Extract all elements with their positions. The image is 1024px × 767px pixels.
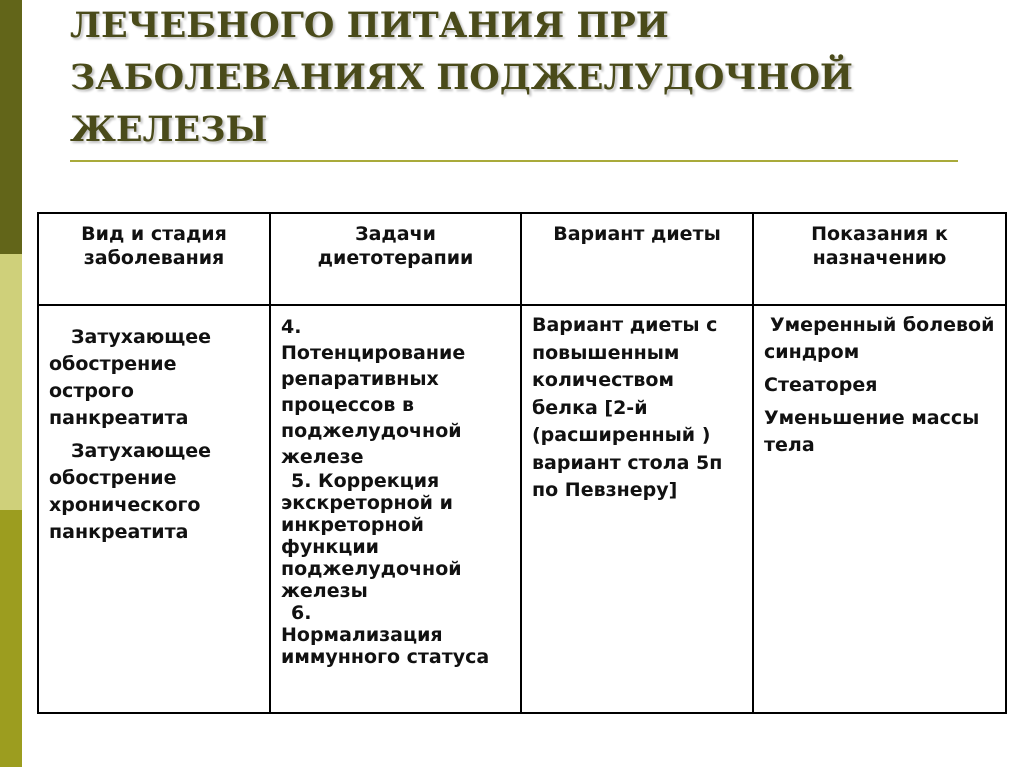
stage-item-2-rest: обострение хронического панкреатита <box>49 467 201 543</box>
cell-diet-tasks <box>270 305 521 713</box>
table-header-row <box>38 213 1006 305</box>
header-indications: Показания к назначению <box>753 213 1006 305</box>
slide-title-line-1: ЛЕЧЕБНОГО ПИТАНИЯ ПРИ <box>70 5 669 46</box>
task-5-rest: экскреторной и инкреторной функции поджелудочной железы <box>281 492 462 602</box>
side-bar-mid-segment <box>0 510 22 767</box>
slide-title-line-2: ЗАБОЛЕВАНИЯХ ПОДЖЕЛУДОЧНОЙ <box>70 57 854 98</box>
table-row <box>38 305 1006 713</box>
task-4-text: Потенцирование репаративных процессов в поджелудочной железе <box>281 342 466 468</box>
header-disease-stage: Вид и стадия заболевания <box>38 213 270 305</box>
diet-variant-text: Вариант диеты с повышенным количеством белка [2-й (расширенный ) вариант стола 5п по Певзнеру] <box>532 314 723 501</box>
stage-item-1-first: Затухающее <box>71 326 212 348</box>
side-bar-light-segment <box>0 254 22 510</box>
header-diet-tasks: Задачи диетотерапии <box>270 213 521 305</box>
task-6-number: 6. <box>291 602 312 624</box>
stage-item-1-rest: обострение острого панкреатита <box>49 353 189 429</box>
side-accent-bar <box>0 0 22 767</box>
title-divider <box>70 160 958 162</box>
cell-diet-variant <box>521 305 753 713</box>
indication-item-2: Стеаторея <box>764 374 878 396</box>
header-diet-variant: Вариант диеты <box>521 213 753 305</box>
indication-item-1: Умеренный болевой синдром <box>764 314 995 363</box>
cell-indications <box>753 305 1006 713</box>
task-5-first: 5. Коррекция <box>291 470 440 492</box>
stage-item-2-first: Затухающее <box>71 440 212 462</box>
cell-disease-stage <box>38 305 270 713</box>
slide-title-line-3: ЖЕЛЕЗЫ <box>70 109 268 150</box>
diet-table <box>37 212 1007 714</box>
task-4-number: 4. <box>281 316 302 338</box>
indication-item-3: Уменьшение массы тела <box>764 407 980 456</box>
slide-title <box>70 0 970 156</box>
task-6-text: Нормализация иммунного статуса <box>281 624 490 668</box>
side-bar-dark-segment <box>0 0 22 254</box>
